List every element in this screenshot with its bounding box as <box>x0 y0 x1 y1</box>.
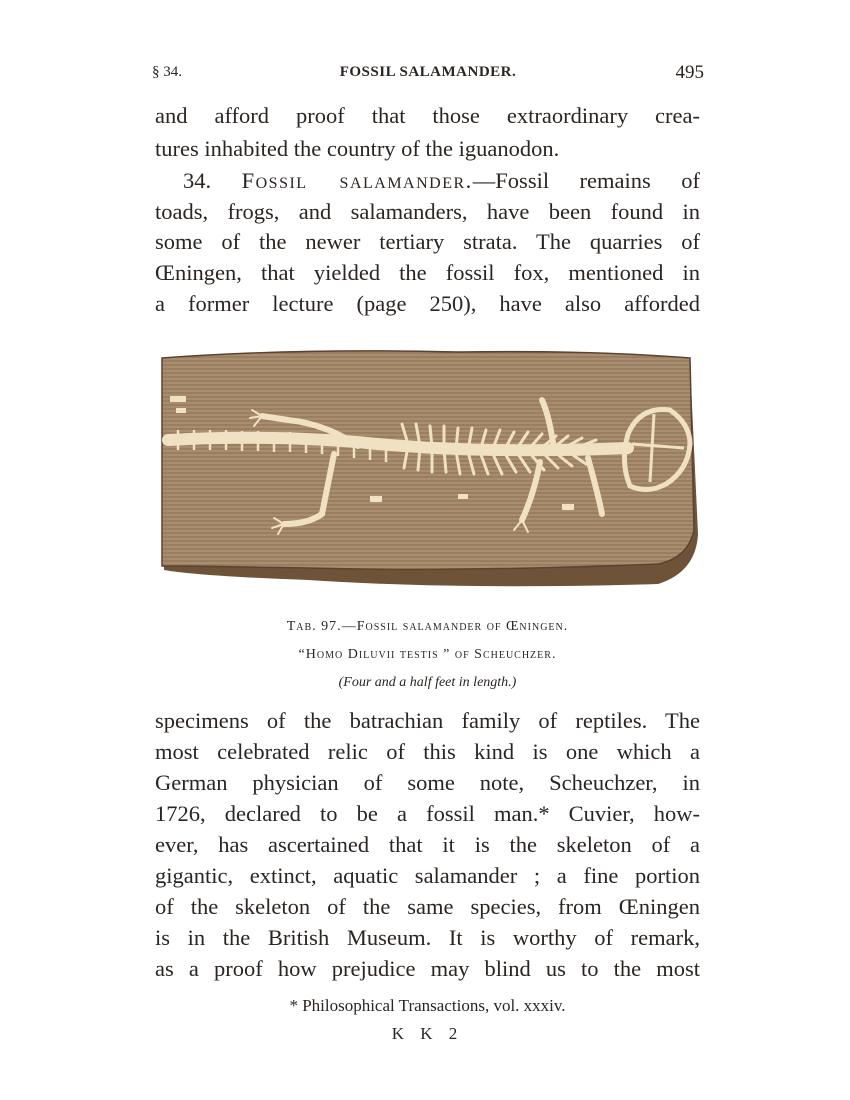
text-line: 1726, declared to be a fossil man.* Cuvier, how- <box>155 801 700 826</box>
figure-quote: “Homo Diluvii testis ” <box>298 647 451 662</box>
fossil-salamander-engraving <box>158 344 704 592</box>
figure-dimension-note: (Four and a half feet in length.) <box>338 675 517 690</box>
section-number-inline: 34. <box>183 168 212 193</box>
text-line: toads, frogs, and salamanders, have been found in <box>155 199 700 224</box>
figure-subcaption <box>155 645 700 665</box>
figure-caption <box>155 617 700 637</box>
figure-of: of <box>450 647 475 662</box>
text-line: Œningen, that yielded the fossil fox, mentioned in <box>155 260 700 285</box>
running-title: FOSSIL SALAMANDER. <box>339 64 517 80</box>
page-number: 495 <box>675 62 704 83</box>
text-line: German physician of some note, Scheuchzer, in <box>155 770 700 795</box>
text-line: as a proof how prejudice may blind us to the most <box>155 956 700 981</box>
section-number: § 34. <box>152 64 182 80</box>
text-line: some of the newer tertiary strata. The quarries of <box>155 229 700 254</box>
running-head <box>152 62 704 86</box>
section-heading-line <box>183 165 700 197</box>
text-line: most celebrated relic of this kind is one which a <box>155 739 700 764</box>
text-line: of the skeleton of the same species, from Œningen <box>155 894 700 919</box>
text-line: tures inhabited the country of the iguanodon. <box>155 136 560 161</box>
signature-mark: K K 2 <box>391 1024 464 1043</box>
text-line: ever, has ascertained that it is the skeleton of a <box>155 832 700 857</box>
figure-attribution: Scheuchzer. <box>474 647 557 662</box>
text-line: is in the British Museum. It is worthy of remark, <box>155 925 700 950</box>
section-heading: Fossil salamander. <box>241 168 473 193</box>
text-line: and afford proof that those extraordinary crea- <box>155 103 700 128</box>
text-fragment: —Fossil remains of <box>472 168 700 193</box>
text-line: gigantic, extinct, aquatic salamander ; a fine portion <box>155 863 700 888</box>
text-line: specimens of the batrachian family of reptiles. The <box>155 708 700 733</box>
figure-label: Tab. 97. <box>286 619 342 634</box>
text-line: a former lecture (page 250), have also afforded <box>155 291 700 316</box>
footnote: * Philosophical Transactions, vol. xxxiv. <box>289 996 566 1015</box>
figure-title: —Fossil salamander of Œningen. <box>341 619 569 634</box>
